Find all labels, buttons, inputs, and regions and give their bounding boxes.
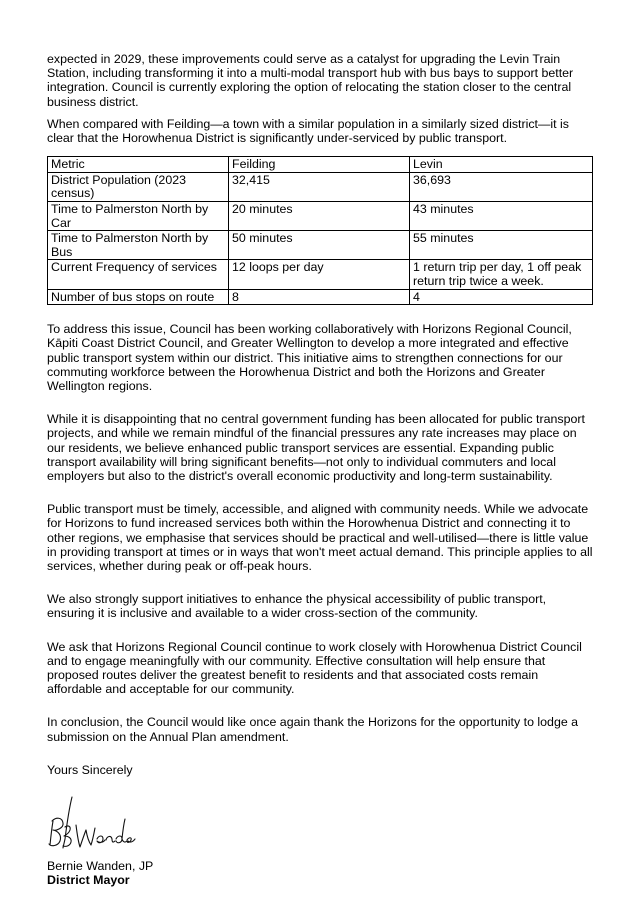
table-row bbox=[48, 172, 593, 201]
table-cell-metric: Number of bus stops on route bbox=[48, 289, 229, 305]
table-row bbox=[48, 260, 593, 289]
signoff: Yours Sincerely bbox=[47, 762, 133, 777]
table-cell-feilding: 20 minutes bbox=[229, 202, 410, 231]
paragraph-station-upgrade: expected in 2029, these improvements could serve as a catalyst for upgrading the Levin Train Station, including transforming it into a multi-modal transport hub with bus bays to support better integration. Council is currently exploring the option of relocating the station closer to the central business district. bbox=[47, 52, 574, 109]
table-header-levin: Levin bbox=[410, 157, 593, 173]
table-cell-levin: 36,693 bbox=[410, 172, 593, 201]
paragraph-collaboration: To address this issue, Council has been working collaboratively with Horizons Regional Council, Kāpiti Coast District Council, and Greater Wellington to develop a more integrated and effective public transport system within our district. This initiative aims to strengthen connections for our commuting workforce between the Horowhenua District and both the Horizons and Greater Wellington regions. bbox=[47, 322, 572, 393]
signer-name: Bernie Wanden, JP bbox=[47, 859, 154, 874]
table-cell-levin: 55 minutes bbox=[410, 231, 593, 260]
table-cell-feilding: 32,415 bbox=[229, 172, 410, 201]
table-cell-feilding: 50 minutes bbox=[229, 231, 410, 260]
paragraph-funding: While it is disappointing that no central government funding has been allocated for public transport projects, and while we remain mindful of the financial pressures any rate increases may place on our residents, we believe enhanced public transport services are essential. Expanding public transport availability will bring significant benefits—not only to individual commuters and local employers but also to the district's overall economic productivity and long-term sustainability. bbox=[47, 412, 585, 483]
table-cell-feilding: 12 loops per day bbox=[229, 260, 410, 289]
paragraph-community-needs: Public transport must be timely, accessible, and aligned with community needs. While we advocate for Horizons to fund increased services both within the Horowhenua District and connecting it to other regions, we emphasise that services should be practical and well-utilised—there is little value in providing transport at times or in ways that won't meet actual demand. This principle applies to all services, whether during peak or off-peak hours. bbox=[47, 502, 593, 573]
transport-comparison-table bbox=[47, 156, 593, 305]
table-row bbox=[48, 289, 593, 305]
table-cell-metric: Current Frequency of services bbox=[48, 260, 229, 289]
table-row bbox=[48, 231, 593, 260]
paragraph-consultation: We ask that Horizons Regional Council continue to work closely with Horowhenua District Council and to engage meaningfully with our community. Effective consultation will help ensure that proposed routes deliver the greatest benefit to residents and that associated costs remain affordable and acceptable for our community. bbox=[47, 639, 582, 697]
table-cell-levin: 43 minutes bbox=[410, 202, 593, 231]
signer-title: District Mayor bbox=[47, 873, 130, 888]
table-row bbox=[48, 202, 593, 231]
table-header-metric: Metric bbox=[48, 157, 229, 173]
table-cell-feilding: 8 bbox=[229, 289, 410, 305]
signature-image bbox=[46, 795, 136, 853]
document-page bbox=[47, 52, 595, 888]
table-header-feilding: Feilding bbox=[229, 157, 410, 173]
table-header-row bbox=[48, 157, 593, 173]
table-cell-metric: District Population (2023 census) bbox=[48, 172, 229, 201]
table-cell-levin: 1 return trip per day, 1 off peak return trip twice a week. bbox=[410, 260, 593, 289]
paragraph-feilding-comparison: When compared with Feilding—a town with a similar population in a similarly sized district—it is clear that the Horowhenua District is significantly under-serviced by public transport. bbox=[47, 116, 569, 146]
paragraph-accessibility: We also strongly support initiatives to enhance the physical accessibility of public transport, ensuring it is inclusive and available to a wider cross-section of the community. bbox=[47, 592, 547, 621]
paragraph-conclusion: In conclusion, the Council would like once again thank the Horizons for the opportunity to lodge a submission on the Annual Plan amendment. bbox=[47, 715, 579, 744]
table-cell-levin: 4 bbox=[410, 289, 593, 305]
table-cell-metric: Time to Palmerston North by Car bbox=[48, 202, 229, 231]
table-cell-metric: Time to Palmerston North by Bus bbox=[48, 231, 229, 260]
